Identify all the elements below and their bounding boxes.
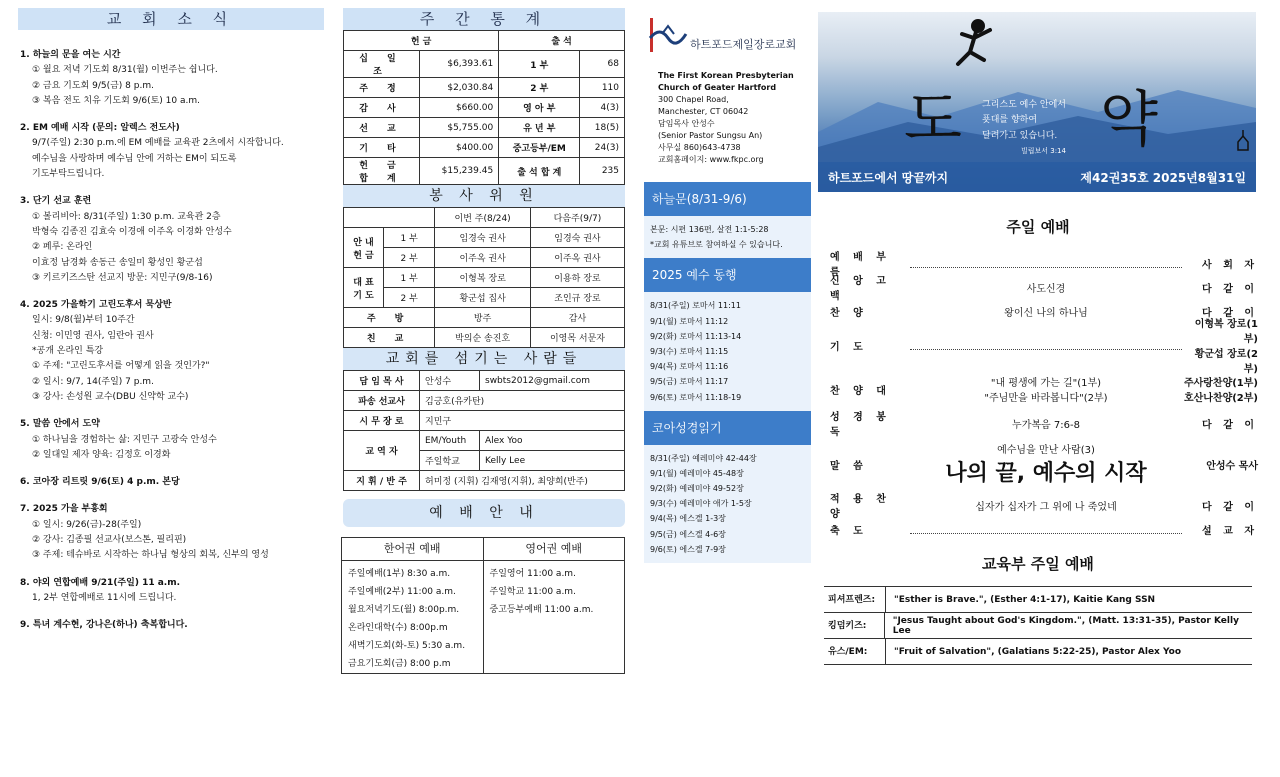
edu-row [824, 639, 1252, 665]
attendance-label: 출 석 합 계 [499, 158, 580, 185]
service-label: 예 배 부 름 [830, 252, 891, 278]
jesus-walk-line: 9/4(목) 로마서 11:16 [650, 362, 729, 372]
bible-reading-header: 코아성경읽기 [644, 411, 811, 445]
stats-row [344, 138, 625, 158]
korean-worship-time: 새벽기도회(화-토) 5:30 a.m. [348, 641, 466, 651]
attendance-count: 4(3) [580, 98, 625, 118]
service-leader: 다 같 이 [1202, 283, 1258, 295]
address-line-2: Manchester, CT 06042 [658, 107, 749, 116]
news-item-line: 박형숙 김종진 김효숙 이경애 이주옥 이경화 안성수 [32, 226, 232, 237]
offering-amount: $6,393.61 [420, 51, 499, 78]
news-item-title: 2. EM 예배 시작 (문의: 알렉스 전도사) [20, 123, 180, 134]
worship-guide-box [341, 537, 625, 674]
edu-lesson: "Fruit of Salvation", (Galatians 5:22-25), Pastor Alex Yoo [894, 646, 1182, 657]
news-item-line: 9/7(주일) 2:30 p.m.에 EM 예배를 교육관 2츠에서 시작합니다. [32, 138, 284, 149]
service-detail [910, 340, 1182, 350]
choir-label: 지 휘 / 반 주 [344, 471, 420, 491]
sky-gate-header: 하늘문(8/31-9/6) [644, 182, 811, 216]
quote-reference: 빌립보서 3:14 [1020, 146, 1066, 155]
service-leader: 사 회 자 [1202, 259, 1258, 271]
news-item-line: ① 볼리비아: 8/31(주일) 1:30 p.m. 교육관 2층 [32, 211, 221, 222]
church-address [658, 70, 812, 166]
service-item: 누가복음 7:6-8 [1012, 419, 1080, 431]
usher-2-next: 이주옥 권사 [530, 248, 624, 268]
korean-worship [342, 538, 483, 673]
korean-worship-time: 월요저녁기도(월) 8:00p.m. [348, 605, 460, 615]
edu-row [824, 587, 1252, 613]
service-detail [910, 416, 1182, 431]
news-item-line: ② 일대일 제자 양육: 김정호 이경화 [32, 449, 171, 460]
service-leader [1182, 315, 1258, 375]
offering-label: 십 일 조 [344, 51, 420, 78]
news-item-line: ② 페루: 온라인 [32, 242, 93, 253]
news-item-title: 7. 2025 가을 부흥회 [20, 504, 108, 515]
news-item-line: ③ 키르키즈스탄 선교지 방문: 지민구(9/8-16) [32, 272, 213, 283]
sunday-school-minister: Kelly Lee [480, 451, 625, 471]
jesus-walk-box [644, 258, 811, 410]
news-item-title: 6. 코아장 리트릿 9/6(토) 4 p.m. 본당 [20, 477, 180, 488]
prayer-1-this: 이형복 장로 [435, 268, 531, 288]
banner-strip [818, 162, 1256, 192]
offering-label: 헌 금 합 계 [344, 158, 420, 185]
news-item-line: 일시: 9/8(월)부터 10주간 [32, 315, 135, 326]
news-item-line: 기도부탁드립니다. [32, 169, 105, 180]
service-leader: 다 같 이 [1202, 307, 1258, 319]
english-worship-header: 영어권 예배 [484, 538, 625, 561]
news-item-line: ② 강사: 김종필 선교사(보스톤, 필리핀) [32, 535, 187, 546]
offering-amount: $5,755.00 [420, 118, 499, 138]
bible-reading-line: 9/1(월) 예레미야 45-48장 [650, 468, 744, 478]
news-item [14, 298, 326, 405]
english-worship-time: 주일학교 11:00 a.m. [489, 587, 576, 597]
service-label: 찬 양 대 [830, 385, 891, 397]
news-item [14, 618, 326, 633]
edu-row [824, 613, 1252, 639]
stats-row [344, 78, 625, 98]
news-item-line: ② 금요 기도회 9/5(금) 8 p.m. [32, 80, 154, 91]
sky-gate-line: 본문: 시편 136편, 살전 1:1-5:28 [650, 225, 769, 234]
missionary-label: 파송 선교사 [344, 391, 420, 411]
service-2-label: 2 부 [384, 248, 435, 268]
church-name: 하트포드제일장로교회 [690, 38, 797, 51]
service-2-label: 2 부 [384, 288, 435, 308]
bible-reading-line: 9/6(토) 에스겔 7-9장 [650, 544, 726, 554]
service-label: 성 경 봉 독 [830, 412, 891, 438]
senior-pastor-label: 담 임 목 사 [344, 371, 420, 391]
news-list [14, 48, 326, 634]
service-label: 축 도 [830, 525, 868, 537]
missionary: 김긍호(유카탄) [420, 391, 625, 411]
english-worship-time: 중고등부예배 11:00 a.m. [489, 605, 594, 615]
edu-group: 유스/EM: [824, 639, 886, 664]
service-1-label: 1 부 [384, 268, 435, 288]
prayer-1-next: 이용하 장로 [530, 268, 624, 288]
service-leader: 안성수 목사 [1206, 460, 1258, 472]
korean-worship-header: 한어권 예배 [342, 538, 483, 561]
service-leader: 다 같 이 [1202, 419, 1258, 431]
service-item: 사도신경 [1026, 283, 1066, 295]
stats-header: 주 간 통 계 [343, 8, 625, 30]
ministers-label: 교 역 자 [344, 431, 420, 471]
dotted-leader [910, 340, 1182, 350]
offering-amount: $660.00 [420, 98, 499, 118]
news-item-line: 예수님을 사랑하며 예수님 안에 거하는 EM이 되도록 [32, 153, 237, 164]
news-item-title: 5. 말씀 안에서 도약 [20, 419, 100, 430]
worship-guide-header: 예 배 안 내 [343, 499, 625, 527]
pastor-english: (Senior Pastor Sungsu An) [658, 131, 763, 140]
cover-banner [818, 12, 1256, 192]
stats-row [344, 118, 625, 138]
service-detail [910, 280, 1182, 295]
service-detail [910, 524, 1182, 534]
bible-reading-line: 9/5(금) 에스겔 4-6장 [650, 529, 726, 539]
stats-row [344, 158, 625, 185]
news-item-line: ② 일시: 9/7, 14(주일) 7 p.m. [32, 376, 154, 387]
news-item-line: 1, 2부 연합예배로 11시에 드립니다. [32, 592, 177, 603]
service-leader-1: 주사랑찬양(1부) [1183, 378, 1258, 389]
korean-worship-time: 주일예배(1부) 8:30 a.m. [348, 569, 451, 579]
jesus-walk-body [644, 292, 811, 410]
bible-reading-box [644, 411, 811, 563]
elder: 지민구 [420, 411, 625, 431]
prayer-2-this: 황군섭 집사 [435, 288, 531, 308]
service-detail [910, 304, 1182, 319]
bible-reading-line: 9/2(화) 예레미야 49-52장 [650, 484, 744, 494]
news-item-line: ① 월요 저녁 기도회 8/31(월) 이번주는 쉽니다. [32, 65, 218, 76]
service-leader: 설 교 자 [1202, 525, 1258, 537]
service-item: "내 평생에 가는 길"(1부) [990, 378, 1102, 389]
jesus-walk-line: 9/3(수) 로마서 11:15 [650, 346, 729, 356]
attendance-label: 유 년 부 [499, 118, 580, 138]
english-worship-time: 주일영어 11:00 a.m. [489, 569, 576, 579]
news-item [14, 576, 326, 607]
edu-lesson: "Jesus Taught about God's Kingdom.", (Matt. 13:31-35), Pastor Kelly Lee [892, 615, 1239, 636]
bible-reading-line: 9/3(수) 예레미야 애가 1-5장 [650, 499, 752, 509]
edu-group: 킹덤키즈: [824, 613, 885, 638]
news-column [14, 0, 326, 646]
edu-service-table [824, 586, 1252, 665]
staff-table [343, 370, 625, 491]
service-row [830, 435, 1258, 493]
attendance-count: 110 [580, 78, 625, 98]
attendance-label: 1 부 [499, 51, 580, 78]
servers-header: 봉 사 위 원 [343, 185, 625, 207]
offering-label: 감 사 [344, 98, 420, 118]
usher-1-next: 임경숙 권사 [530, 228, 624, 248]
attendance-count: 68 [580, 51, 625, 78]
dotted-leader [910, 258, 1182, 268]
service-item: 왕이신 나의 하나님 [1004, 307, 1088, 319]
prayer-2-next: 조인규 장로 [530, 288, 624, 308]
service-label: 적 용 찬 양 [830, 494, 891, 520]
korean-worship-time: 금요기도회(금) 8:00 p.m [348, 659, 451, 669]
attendance-count: 24(3) [580, 138, 625, 158]
news-item-title: 9. 특녀 계수현, 강나은(하나) 축복합니다. [20, 620, 188, 631]
service-leader-1: 이형복 장로(1부) [1194, 319, 1258, 345]
jumper-icon [958, 21, 990, 64]
quote-line-1: 그리스도 예수 안에서 [982, 100, 1066, 110]
sunday-service-order [830, 251, 1258, 541]
office-phone: 사무실 860)643-4738 [658, 143, 741, 152]
service-detail [910, 258, 1182, 268]
ushers-label: 안 내 헌 금 [344, 228, 384, 268]
news-item [14, 475, 326, 490]
kitchen-next: 감사 [530, 308, 624, 328]
quote-line-3: 달려가고 있습니다. [982, 130, 1058, 141]
jesus-walk-line: 9/2(화) 로마서 11:13-14 [650, 331, 742, 341]
attendance-label: 2 부 [499, 78, 580, 98]
news-item [14, 194, 326, 286]
service-row [830, 493, 1258, 520]
edu-lesson: "Esther is Brave.", (Esther 4:1-17), Kaitie Kang SSN [894, 594, 1156, 605]
church-logo [644, 16, 812, 56]
news-item-line: *공개 온라인 특강 [32, 346, 104, 357]
banner-right-char: 약 [1100, 85, 1158, 155]
news-header: 교 회 소 식 [18, 8, 324, 30]
service-leader-2: 호산나찬양(2부) [1183, 393, 1258, 404]
service-item: "주님만을 바라봅니다"(2부) [984, 393, 1108, 404]
sermon-series: 예수님을 만난 사람(3) [997, 445, 1095, 456]
service-leader [1182, 374, 1258, 404]
fellowship-label: 친 교 [344, 328, 435, 348]
em-youth-minister: Alex Yoo [480, 431, 625, 451]
service-label: 말 씀 [830, 460, 868, 472]
edu-service-title: 교육부 주일 예배 [982, 555, 1094, 573]
service-row [830, 367, 1258, 411]
banner-left-char: 도 [904, 85, 962, 155]
attendance-label: 중고등부/EM [499, 138, 580, 158]
prayer-label: 대 표 기 도 [344, 268, 384, 308]
usher-2-this: 이주옥 권사 [435, 248, 531, 268]
kitchen-label: 주 방 [344, 308, 435, 328]
news-item-line: ① 하나님을 경험하는 삶: 지민구 고광숙 안성수 [32, 434, 217, 445]
elder-label: 시 무 장 로 [344, 411, 420, 431]
news-item-line: 이효정 남경화 송동근 송일미 황성인 황군섭 [32, 257, 203, 268]
service-item: 십자가 십자가 그 위에 나 죽었네 [975, 501, 1117, 513]
dotted-leader [910, 524, 1182, 534]
sky-gate-body [644, 216, 811, 258]
edu-group: 피셔프렌즈: [824, 587, 886, 612]
jesus-walk-line: 9/5(금) 로마서 11:17 [650, 377, 729, 387]
stats-row [344, 98, 625, 118]
church-info-column [640, 0, 812, 563]
issue-date: 제42권35호 2025년8월31일 [1080, 170, 1246, 185]
news-item-title: 1. 하늘의 문을 여는 시간 [20, 50, 121, 60]
em-youth-label: EM/Youth [420, 431, 480, 451]
attendance-count: 235 [580, 158, 625, 185]
news-item-line: ③ 강사: 손성원 교수(DBU 신약학 교수) [32, 391, 189, 402]
church-english-name-1: The First Korean Presbyterian [658, 71, 794, 80]
church-english-name-2: Church of Geater Hartford [658, 83, 777, 92]
quote-line-2: 푯대를 향하여 [982, 115, 1038, 126]
bible-reading-line: 9/4(목) 에스겔 1-3장 [650, 514, 726, 524]
news-item-line: ① 주제: "고린도후서를 어떻게 읽을 것인가?" [32, 361, 210, 372]
attendance-count: 18(5) [580, 118, 625, 138]
church-logo-icon [644, 16, 690, 56]
service-row [830, 319, 1258, 375]
offering-label: 주 정 [344, 78, 420, 98]
attendance-header: 출 석 [499, 31, 625, 51]
english-worship [483, 538, 625, 673]
offering-amount: $2,030.84 [420, 78, 499, 98]
news-item-title: 4. 2025 가을학기 고린도후서 묵상반 [20, 300, 172, 311]
choir: 허미정 (지휘) 김재영(지휘), 최양희(반주) [420, 471, 625, 491]
service-detail [910, 498, 1182, 513]
news-item [14, 48, 326, 109]
service-label: 찬 양 [830, 307, 868, 319]
service-row [830, 411, 1258, 438]
news-item-line: ③ 복음 전도 치유 기도회 9/6(토) 10 a.m. [32, 95, 200, 106]
service-column [818, 0, 1258, 665]
news-item-line: ③ 주제: 테슈바로 시작하는 하나님 형상의 회복, 신부의 영성 [32, 550, 269, 561]
bible-reading-line: 8/31(주일) 예레미야 42-44장 [650, 453, 757, 463]
offering-amount: $400.00 [420, 138, 499, 158]
website: 교회홈페이지: www.fkpc.org [658, 155, 764, 164]
banner-quote [982, 98, 1066, 158]
offering-header: 헌 금 [344, 31, 499, 51]
fellowship-this: 박의순 송진호 [435, 328, 531, 348]
pastor-email: swbts2012@gmail.com [480, 371, 625, 391]
pastor-line: 담임목사 안성수 [658, 119, 715, 128]
sunday-service-title: 주일 예배 [1006, 218, 1070, 236]
service-detail [910, 441, 1182, 487]
jesus-walk-line: 9/1(월) 로마서 11:12 [650, 316, 729, 326]
service-row [830, 275, 1258, 302]
news-item-line: ① 일시: 9/26(금)-28(주일) [32, 519, 142, 530]
stats-row [344, 51, 625, 78]
service-leader: 다 같 이 [1202, 501, 1258, 513]
this-week-header: 이번 주(8/24) [435, 208, 531, 228]
news-item-line: 신청: 이민영 권사, 임란아 권사 [32, 330, 154, 341]
offering-label: 기 타 [344, 138, 420, 158]
news-item-title: 8. 야외 연합예배 9/21(주일) 11 a.m. [20, 577, 181, 588]
sunday-school-label: 주일학교 [420, 451, 480, 471]
jesus-walk-line: 9/6(토) 로마서 11:18-19 [650, 392, 742, 402]
usher-1-this: 임경숙 권사 [435, 228, 531, 248]
sermon-title: 나의 끝, 예수의 시작 [945, 461, 1147, 486]
sky-gate-box [644, 182, 811, 258]
service-1-label: 1 부 [384, 228, 435, 248]
news-item [14, 502, 326, 563]
motto: 하트포드에서 땅끝까지 [828, 170, 949, 185]
service-detail [910, 374, 1182, 404]
jesus-walk-header: 2025 예수 동행 [644, 258, 811, 292]
fellowship-next: 이영목 서문자 [530, 328, 624, 348]
korean-worship-time: 온라인대학(수) 8:00p.m [348, 623, 448, 633]
service-row [830, 517, 1258, 541]
service-label: 기 도 [830, 341, 868, 353]
senior-pastor: 안성수 [420, 371, 480, 391]
servers-table [343, 207, 625, 348]
attendance-label: 영 아 부 [499, 98, 580, 118]
offering-label: 선 교 [344, 118, 420, 138]
bible-reading-body [644, 445, 811, 563]
address-line-1: 300 Chapel Road, [658, 95, 729, 104]
news-item-title: 3. 단기 선교 훈련 [20, 196, 92, 207]
staff-header: 교회를 섬기는 사람들 [343, 348, 625, 370]
stats-table [343, 30, 625, 185]
korean-worship-time: 주일예배(2부) 11:00 a.m. [348, 587, 456, 597]
kitchen-this: 방주 [435, 308, 531, 328]
sky-gate-line: *교회 유튜브로 참여하실 수 있습니다. [650, 240, 783, 250]
offering-amount: $15,239.45 [420, 158, 499, 185]
next-week-header: 다음주(9/7) [530, 208, 624, 228]
service-leader-2: 황군섭 장로(2부) [1194, 349, 1258, 375]
news-item [14, 121, 326, 182]
jesus-walk-line: 8/31(주일) 로마서 11:11 [650, 301, 741, 311]
service-label: 신 앙 고 백 [830, 276, 891, 302]
news-item [14, 417, 326, 463]
stats-column [343, 0, 625, 674]
